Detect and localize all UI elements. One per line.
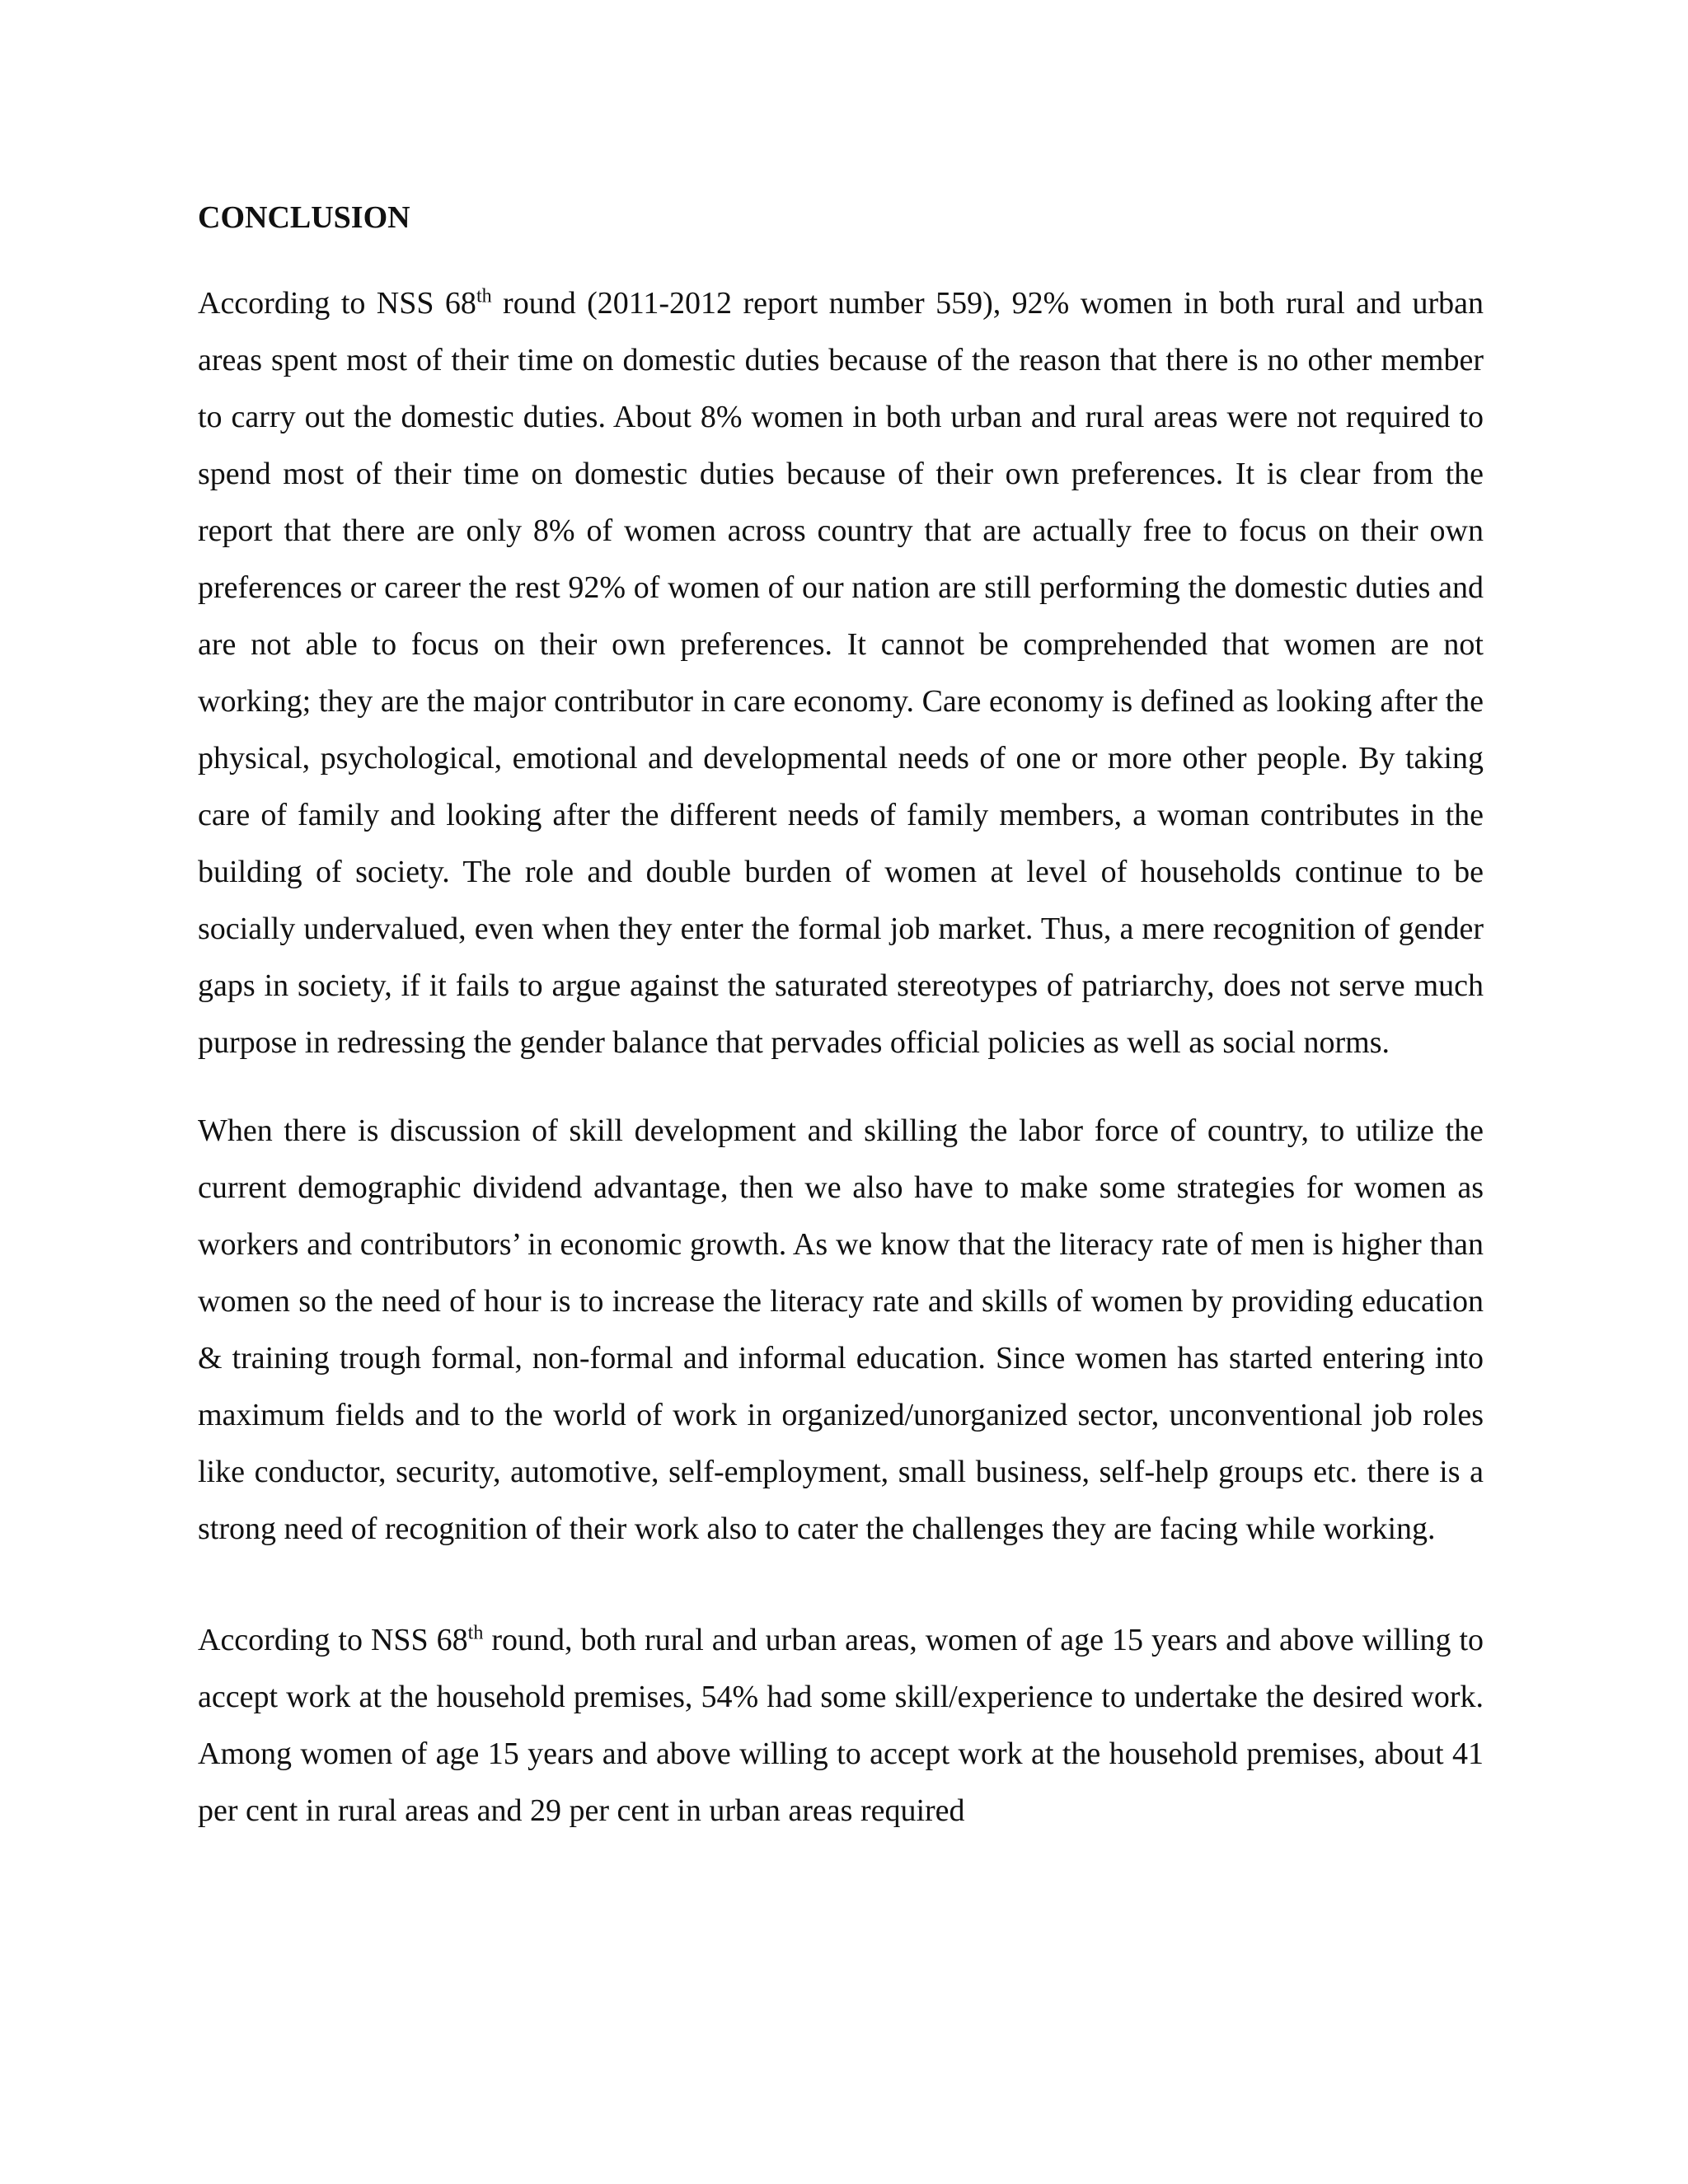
section-heading: CONCLUSION	[198, 200, 410, 235]
paragraph-nss-household-work	[198, 1612, 1484, 1840]
paragraph-3-lead: According to NSS 68	[198, 1623, 468, 1657]
document-body	[198, 198, 1484, 1840]
paragraph-3-body: round, both rural and urban areas, women of age 15 years and above willing to accept work at the household premises, 54% had some skill/experience to undertake the desired work. Among women of age 15 years and above willing to accept work at the household premises, about 41 per cent in rural areas and 29 per cent in urban areas required	[198, 1623, 1484, 1828]
ordinal-superscript: th	[476, 285, 492, 307]
paragraph-1-body: round (2011-2012 report number 559), 92% women in both rural and urban areas spent most of their time on domestic duties because of the reason that there is no other member to carry out the domestic duties. About 8% women in both urban and rural areas were not required to spend most of their time on domestic duties because of their own preferences. It is clear from the report that there are only 8% of women across country that are actually free to focus on their own preferences or career the rest 92% of women of our nation are still performing the domestic duties and are not able to focus on their own preferences. It cannot be comprehended that women are not working; they are the major contributor in care economy. Care economy is defined as looking after the physical, psychological, emotional and developmental needs of one or more other people. By taking care of family and looking after the different needs of family members, a woman contributes in the building of society. The role and double burden of women at level of households continue to be socially undervalued, even when they enter the formal job market. Thus, a mere recognition of gender gaps in society, if it fails to argue against the saturated stereotypes of patriarchy, does not serve much purpose in redressing the gender balance that pervades official policies as well as social norms.	[198, 286, 1484, 1060]
ordinal-superscript: th	[467, 1622, 484, 1644]
paragraph-nss-domestic-duties	[198, 275, 1484, 1071]
paragraph-skill-development: When there is discussion of skill development and skilling the labor force of country, to utilize the current demographic dividend advantage, then we also have to make some strategies for women as workers and contributors’ in economic growth. As we know that the literacy rate of men is higher than women so the need of hour is to increase the literacy rate and skills of women by providing education & training trough formal, non-formal and informal education. Since women has started entering into maximum fields and to the world of work in organized/unorganized sector, unconventional job roles like conductor, security, automotive, self-employment, small business, self-help groups etc. there is a strong need of recognition of their work also to cater the challenges they are facing while working.	[198, 1113, 1484, 1546]
paragraph-1-lead: According to NSS 68	[198, 286, 476, 321]
